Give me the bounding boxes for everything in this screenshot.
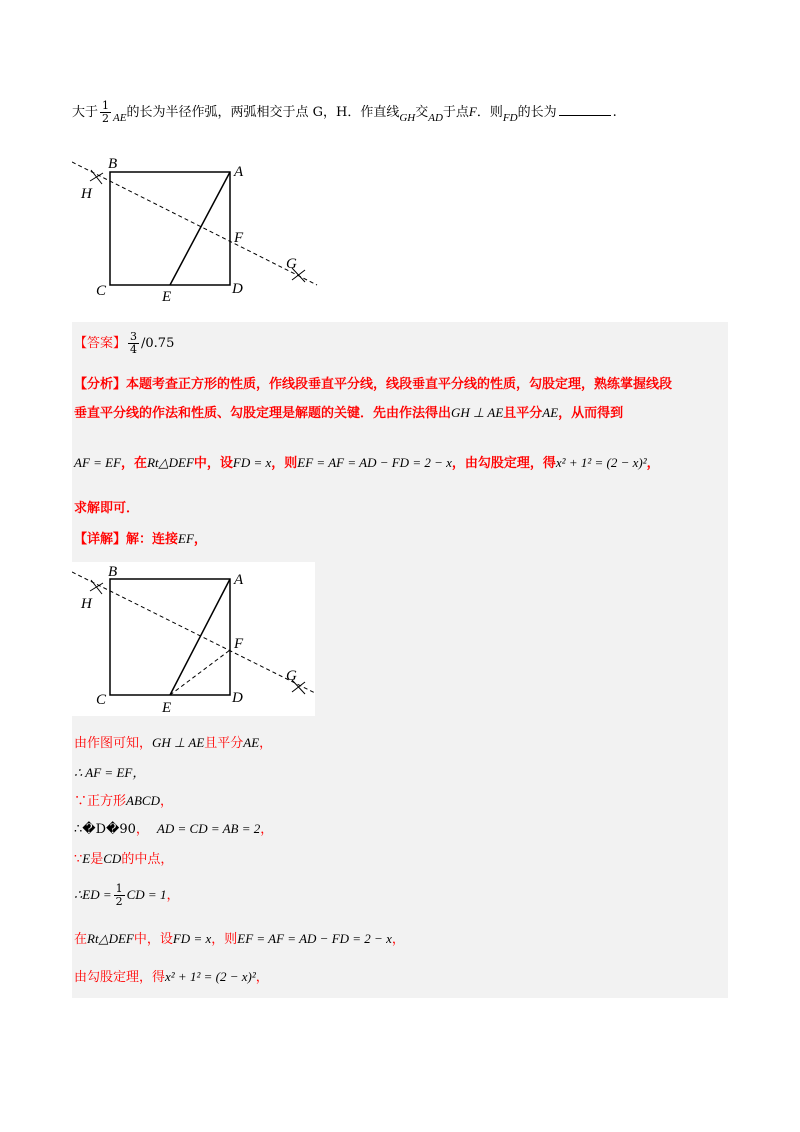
step7-text-a: 在 <box>74 932 88 947</box>
label-a-2: A <box>234 572 244 588</box>
half-denominator: 2 <box>102 112 110 125</box>
step1-text-a: 由作图可知， <box>74 736 153 751</box>
step6-text-b: CD = 1 <box>126 887 167 902</box>
detail-step-6 <box>74 878 179 913</box>
step4-text-b: ， <box>135 822 149 837</box>
analysis-line-1 <box>74 374 672 396</box>
label-d: D <box>232 281 243 297</box>
label-d-2: D <box>232 690 243 706</box>
analysis-math-fd-x: FD = x <box>232 455 272 470</box>
detail-math-ef: EF <box>178 531 194 546</box>
detail-step-1 <box>74 732 272 755</box>
analysis-tag: 【分析】 <box>74 377 127 392</box>
label-f-2: F <box>234 636 244 652</box>
step8-text-b: ， <box>255 970 269 985</box>
step7-math-ef-expression: EF = AF = AD − FD = 2 − x <box>237 931 392 946</box>
analysis-math-af-ef: AF = EF <box>74 455 122 470</box>
detail-intro-end: ， <box>193 532 207 547</box>
detail-intro-text: 解：连接 <box>126 532 179 547</box>
square-abcd <box>110 172 230 285</box>
square-figure-2 <box>72 562 315 716</box>
arc-mark-h-2 <box>90 173 103 181</box>
analysis-line-4 <box>74 498 139 520</box>
step6-denominator: 2 <box>115 895 123 908</box>
detail-step-8 <box>74 966 269 989</box>
analysis-line-2 <box>74 402 623 425</box>
answer-blank <box>559 101 611 116</box>
detail-intro <box>74 528 207 551</box>
analysis-text-2b: 且平分 <box>503 406 543 421</box>
step5-text-a: ∵ <box>74 852 83 867</box>
step2-text: ∴ AF = EF， <box>74 765 146 780</box>
analysis-math-pythagoras: x² + 1² = (2 − x)² <box>555 455 647 470</box>
label-a: A <box>234 164 244 180</box>
detail-tag: 【详解】 <box>74 532 127 547</box>
answer-numerator: 3 <box>130 330 138 343</box>
question-part2: 的长为半径作弧，两弧相交于点 G，H．作直线 <box>126 105 400 120</box>
question-text <box>72 100 617 125</box>
analysis-line-3 <box>74 452 660 475</box>
segment-ef-dashed <box>170 650 230 695</box>
step1-text-c: ， <box>259 736 273 751</box>
question-jiao: 交 <box>415 105 429 120</box>
analysis-text-3e: ， <box>646 456 660 471</box>
label-f: F <box>234 230 244 246</box>
analysis-text-3d: ，由勾股定理，得 <box>451 456 556 471</box>
detail-step-7 <box>74 928 405 951</box>
square-figure-1 <box>72 155 332 305</box>
label-h: H <box>81 186 92 202</box>
answer-fraction <box>128 331 139 356</box>
detail-step-3 <box>74 790 173 813</box>
step7-math-rt-def: Rt△DEF <box>87 931 134 946</box>
question-prefix: 大于 <box>72 105 99 120</box>
segment-ae-line-2 <box>170 579 230 695</box>
answer-decimal: 0.75 <box>145 336 175 351</box>
step7-text-c: ，则 <box>211 932 238 947</box>
question-part3: 于点 <box>442 105 469 120</box>
label-e-2: E <box>162 700 172 716</box>
analysis-text-3b: 中，设 <box>193 456 233 471</box>
step5-text-b: 是 <box>90 852 104 867</box>
analysis-text-3a: ，在 <box>121 456 148 471</box>
step4-text-c: ， <box>260 822 274 837</box>
step3-text-a: ∵正方形 <box>74 794 127 809</box>
detail-step-5 <box>74 848 173 871</box>
step3-math-abcd: ABCD <box>126 793 160 808</box>
perpendicular-bisector-gh-2 <box>72 572 315 693</box>
step7-text-d: ， <box>391 932 405 947</box>
step5-text-c: 的中点， <box>121 852 174 867</box>
half-numerator: 1 <box>102 99 110 112</box>
question-end: . <box>612 105 617 120</box>
perpendicular-bisector-gh <box>72 162 317 285</box>
answer-denominator: 4 <box>130 343 138 356</box>
line-gh: GH <box>399 112 416 124</box>
analysis-text-2a: 垂直平分线的作法和性质、勾股定理是解题的关键．先由作法得出 <box>74 406 452 421</box>
label-b: B <box>108 156 118 172</box>
segment-ae-line <box>170 172 230 285</box>
segment-fd: FD <box>502 112 518 124</box>
segment-ad: AD <box>428 112 443 124</box>
label-e: E <box>162 289 172 305</box>
step6-text-a: ∴ED = <box>74 887 112 902</box>
detail-step-4 <box>74 818 273 841</box>
point-f: F <box>468 104 477 119</box>
answer-tag: 【答案】 <box>74 336 127 351</box>
detail-step-2 <box>74 762 145 784</box>
step8-math-pythagoras: x² + 1² = (2 − x)² <box>165 969 256 984</box>
analysis-math-gh-perp-ae: GH ⊥ AE <box>451 405 504 420</box>
arc-mark-h2-2 <box>90 583 103 591</box>
analysis-text-3c: ，则 <box>271 456 298 471</box>
question-part5: 的长为 <box>517 105 557 120</box>
step1-math-ae: AE <box>243 735 260 750</box>
label-c-2: C <box>96 692 107 708</box>
step4-math-sides: AD = CD = AB = 2 <box>156 821 261 836</box>
label-g-2: G <box>286 668 297 684</box>
step1-text-b: 且平分 <box>204 736 244 751</box>
step1-math-gh-perp-ae: GH ⊥ AE <box>152 735 205 750</box>
answer-line <box>74 330 174 358</box>
label-b-2: B <box>108 564 118 580</box>
step8-text-a: 由勾股定理，得 <box>74 970 166 985</box>
answer-separator: / <box>141 336 146 351</box>
half-fraction <box>100 100 111 125</box>
label-h-2: H <box>81 596 92 612</box>
square-abcd-2 <box>110 579 230 695</box>
analysis-text-2c: ，从而得到 <box>558 406 624 421</box>
step6-text-c: ， <box>166 888 180 903</box>
analysis-text-4: 求解即可． <box>74 501 140 516</box>
analysis-text-1: 本题考查正方形的性质，作线段垂直平分线，线段垂直平分线的性质，勾股定理，熟练掌握线段 <box>126 377 673 392</box>
step4-text-a: ∴�D�90 <box>74 822 136 837</box>
step3-text-b: ， <box>159 794 173 809</box>
label-g: G <box>286 256 297 272</box>
step7-math-fd-x: FD = x <box>172 931 212 946</box>
label-c: C <box>96 283 107 299</box>
step5-math-cd: CD <box>103 851 122 866</box>
step5-math-e: E <box>82 851 91 866</box>
question-part4: ．则 <box>476 105 503 120</box>
analysis-math-ae: AE <box>542 405 559 420</box>
step7-text-b: 中，设 <box>133 932 173 947</box>
segment-ae: AE <box>113 112 127 124</box>
analysis-math-ef-expression: EF = AF = AD − FD = 2 − x <box>297 455 452 470</box>
step6-numerator: 1 <box>115 882 123 895</box>
step6-fraction <box>114 883 125 908</box>
analysis-math-rt-def: Rt△DEF <box>147 455 194 470</box>
